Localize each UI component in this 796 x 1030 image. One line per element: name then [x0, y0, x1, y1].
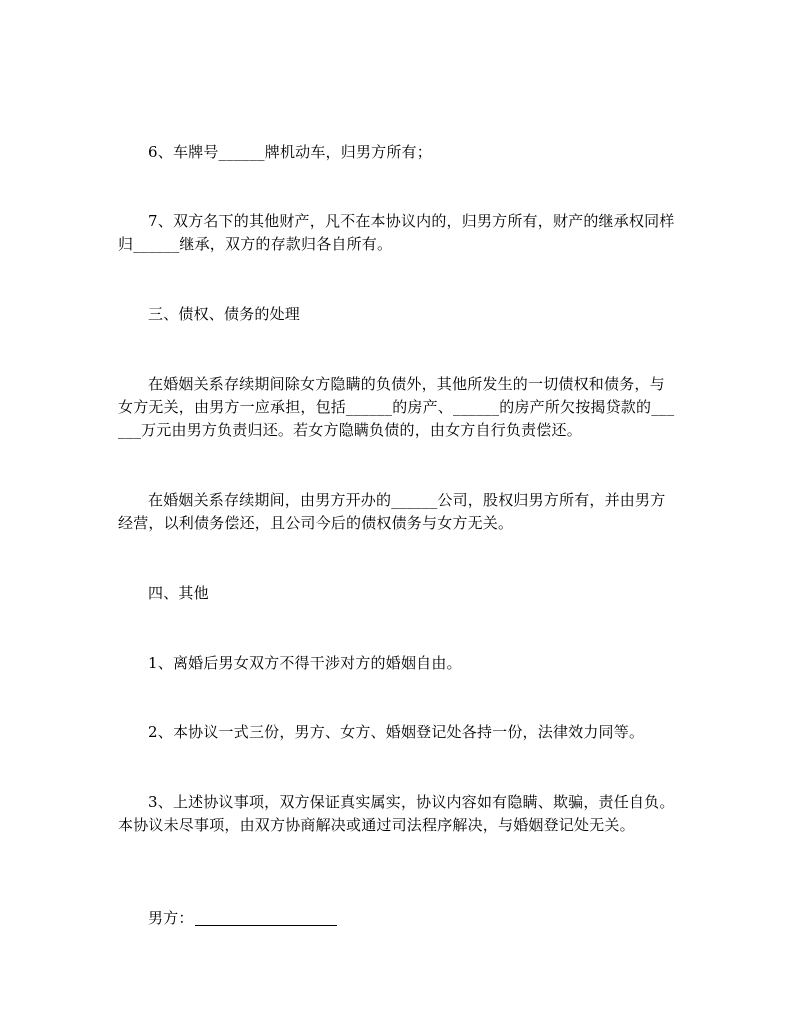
clause-6-vehicle: 6、车牌号______牌机动车，归男方所有；: [148, 143, 432, 161]
debts-paragraph-1: 在婚姻关系存续期间除女方隐瞒的负债外，其他所发生的一切债权和债务，与女方无关，由男方一应承担，包括______的房产、______的房产所欠按揭贷款的______万元由男方负责归还。若女方隐瞒负债的，由女方自行负责偿还。: [118, 375, 675, 439]
other-clause-2: 2、本协议一式三份，男方、女方、婚姻登记处各持一份，法律效力同等。: [148, 723, 645, 741]
section-heading-other: 四、其他: [148, 584, 209, 602]
signature-line-male: [195, 925, 337, 926]
debts-paragraph-2: 在婚姻关系存续期间，由男方开办的______公司，股权归男方所有，并由男方经营，以利债务偿还，且公司今后的债权债务与女方无关。: [118, 491, 666, 532]
other-clause-1: 1、离婚后男女双方不得干涉对方的婚姻自由。: [148, 654, 462, 672]
other-clause-3: 3、上述协议事项，双方保证真实属实，协议内容如有隐瞒、欺骗，责任自负。本协议未尽事项，由双方协商解决或通过司法程序解决，与婚姻登记处无关。: [118, 793, 675, 834]
signature-label-male: 男方：: [148, 909, 194, 927]
clause-7-other-property: 7、双方名下的其他财产，凡不在本协议内的，归男方所有，财产的继承权同样归______继承，双方的存款归各自所有。: [118, 212, 675, 253]
section-heading-debts: 三、债权、债务的处理: [148, 305, 301, 323]
